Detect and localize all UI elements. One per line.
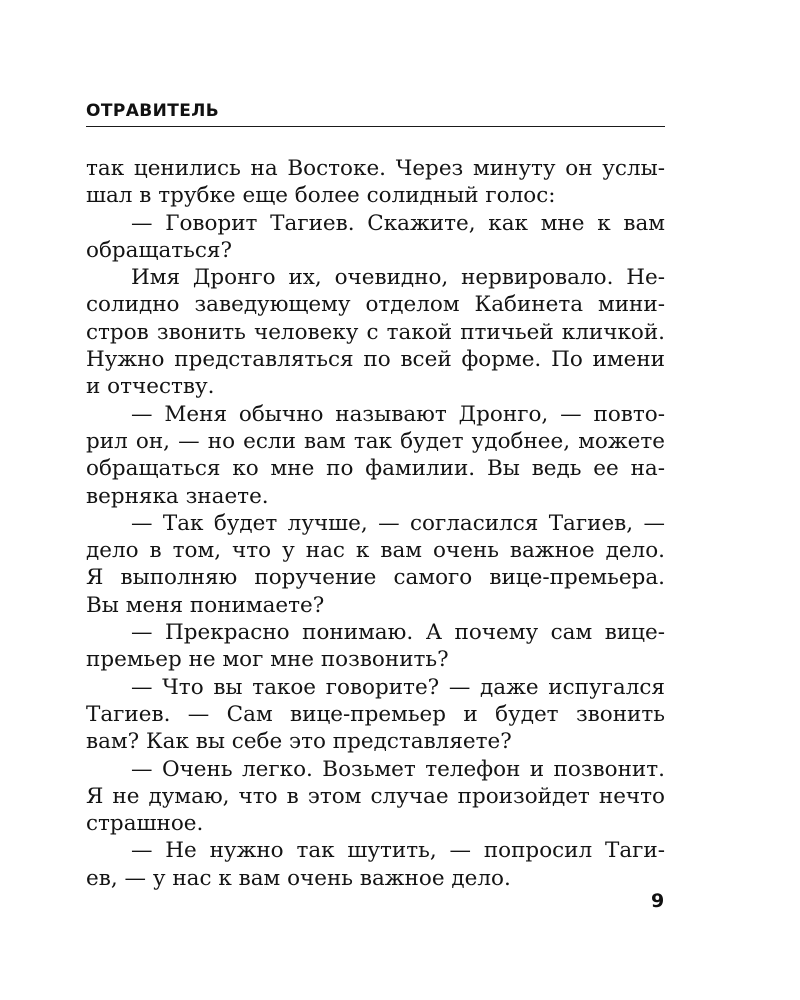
text-line: премьер не мог мне позвонить? xyxy=(86,647,449,673)
text-line: — Говорит Тагиев. Скажите, как мне к вам xyxy=(131,210,665,236)
text-line: и отчеству. xyxy=(86,374,215,400)
text-line: — Меня обычно называют Дронго, — повто- xyxy=(131,401,665,427)
text-line: рил он, — но если вам так будет удобнее, можете xyxy=(86,428,665,454)
text-line: так ценились на Востоке. Через минуту он услы- xyxy=(86,156,665,181)
body-text xyxy=(86,155,665,892)
text-line: Я не думаю, что в этом случае произойдет нечто xyxy=(86,783,665,809)
text-line: — Очень легко. Возьмет телефон и позвонит. xyxy=(131,756,665,782)
text-line: Тагиев. — Сам вице-премьер и будет звонить xyxy=(86,701,665,727)
text-line: Имя Дронго их, очевидно, нервировало. Не- xyxy=(131,265,665,291)
text-line: шал в трубке еще более солидный голос: xyxy=(86,183,556,209)
text-line: солидно заведующему отделом Кабинета мини- xyxy=(86,292,665,318)
text-line: — Прекрасно понимаю. А почему сам вице- xyxy=(131,620,665,646)
text-line: — Так будет лучше, — согласился Тагиев, — xyxy=(131,510,665,536)
text-line: Я выполняю поручение самого вице-премьера. xyxy=(86,565,665,591)
text-line: ев, — у нас к вам очень важное дело. xyxy=(86,865,511,891)
text-line: — Не нужно так шутить, — попросил Таги- xyxy=(131,838,665,864)
text-line: вам? Как вы себе это представляете? xyxy=(86,729,512,755)
text-line: Нужно представляться по всей форме. По имени xyxy=(86,347,665,373)
text-line: дело в том, что у нас к вам очень важное дело. xyxy=(86,538,665,564)
text-line: верняка знаете. xyxy=(86,483,269,509)
text-line: обращаться? xyxy=(86,237,233,263)
text-line: обращаться ко мне по фамилии. Вы ведь ее на- xyxy=(86,456,665,482)
text-line: страшное. xyxy=(86,811,204,837)
text-line: — Что вы такое говорите? — даже испугался xyxy=(131,674,665,700)
header-rule xyxy=(86,126,665,127)
running-head: ОТРАВИТЕЛЬ xyxy=(86,101,220,121)
page-number: 9 xyxy=(651,890,665,912)
text-line: стров звонить человеку с такой птичьей кличкой. xyxy=(86,319,665,345)
text-line: Вы меня понимаете? xyxy=(86,592,325,618)
